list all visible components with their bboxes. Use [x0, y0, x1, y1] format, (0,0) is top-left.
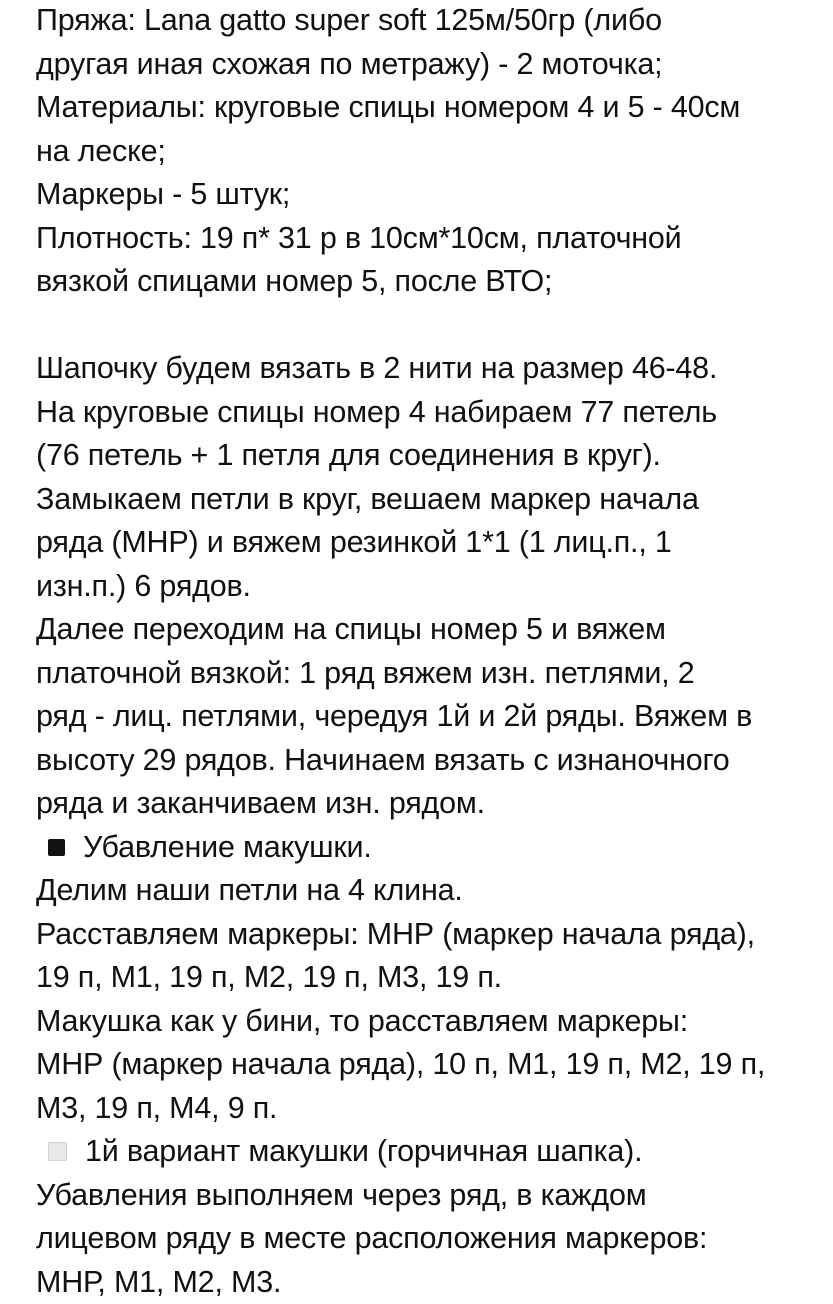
variant-line: лицевом ряду в месте расположения маркеров: [36, 1217, 826, 1261]
instruction-line: Шапочку будем вязать в 2 нити на размер 46-48. [36, 347, 826, 391]
materials-line: Пряжа: Lana gatto super soft 125м/50гр (либо [36, 0, 826, 43]
variant-line: МНР, М1, М2, М3. [36, 1261, 826, 1304]
instruction-line: изн.п.) 6 рядов. [36, 565, 826, 609]
materials-line: на леске; [36, 130, 826, 174]
crown-line: 19 п, М1, 19 п, М2, 19 п, М3, 19 п. [36, 956, 826, 1000]
instruction-line: ряд - лиц. петлями, чередуя 1й и 2й ряды. Вяжем в [36, 695, 826, 739]
materials-block [36, 0, 826, 304]
crown-line: М3, 19 п, М4, 9 п. [36, 1087, 826, 1131]
instruction-line: высоту 29 рядов. Начинаем вязать с изнаночного [36, 739, 826, 783]
paragraph-spacer [36, 304, 826, 348]
crown-line: Макушка как у бини, то расставляем маркеры: [36, 1000, 826, 1044]
instruction-line: (76 петель + 1 петля для соединения в круг). [36, 434, 826, 478]
instruction-line: Замыкаем петли в круг, вешаем маркер начала [36, 478, 826, 522]
instruction-line: На круговые спицы номер 4 набираем 77 петель [36, 391, 826, 435]
materials-line: Материалы: круговые спицы номером 4 и 5 - 40см [36, 86, 826, 130]
instruction-line: ряда и заканчиваем изн. рядом. [36, 782, 826, 826]
instruction-line: ряда (МНР) и вяжем резинкой 1*1 (1 лиц.п., 1 [36, 521, 826, 565]
materials-line: Маркеры - 5 штук; [36, 173, 826, 217]
variant-heading-text: 1й вариант макушки (горчичная шапка). [85, 1130, 642, 1174]
crown-line: Расставляем маркеры: МНР (маркер начала ряда), [36, 913, 826, 957]
crown-heading [36, 826, 826, 870]
crown-section [36, 826, 826, 1131]
white-square-icon [48, 1142, 67, 1161]
materials-line: другая иная схожая по метражу) - 2 моточка; [36, 43, 826, 87]
crown-heading-text: Убавление макушки. [83, 826, 372, 870]
black-square-icon [48, 839, 65, 856]
crown-line: Делим наши петли на 4 клина. [36, 869, 826, 913]
document-body [36, 0, 826, 1304]
variant-heading [36, 1130, 826, 1174]
crown-line: МНР (маркер начала ряда), 10 п, М1, 19 п, М2, 19 п, [36, 1043, 826, 1087]
materials-line: Плотность: 19 п* 31 р в 10см*10см, платочной [36, 217, 826, 261]
variant-section [36, 1130, 826, 1304]
variant-line: Убавления выполняем через ряд, в каждом [36, 1174, 826, 1218]
instruction-line: платочной вязкой: 1 ряд вяжем изн. петлями, 2 [36, 652, 826, 696]
materials-line: вязкой спицами номер 5, после ВТО; [36, 260, 826, 304]
instructions-block [36, 347, 826, 826]
instruction-line: Далее переходим на спицы номер 5 и вяжем [36, 608, 826, 652]
